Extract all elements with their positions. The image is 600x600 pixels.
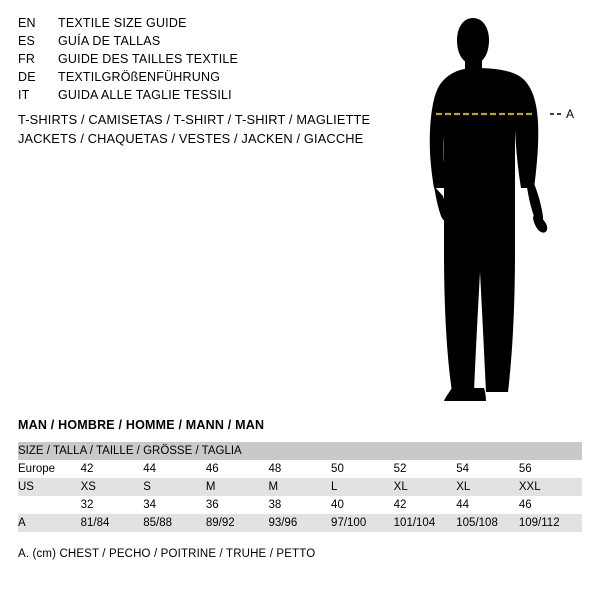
- table-cell: 101/104: [394, 514, 457, 532]
- table-cell: 56: [519, 460, 582, 478]
- language-row: [18, 34, 358, 52]
- table-cell: 44: [456, 496, 519, 514]
- table-cell: 52: [394, 460, 457, 478]
- table-cell: 46: [519, 496, 582, 514]
- language-title: TEXTILE SIZE GUIDE: [58, 16, 187, 30]
- row-label: A: [18, 514, 81, 532]
- table-cell: M: [268, 478, 331, 496]
- language-code: FR: [18, 52, 36, 66]
- language-code: DE: [18, 70, 36, 84]
- row-label: Europe: [18, 460, 81, 478]
- size-table-wrap: [18, 442, 582, 532]
- table-cell: 40: [331, 496, 394, 514]
- table-cell: 46: [206, 460, 269, 478]
- table-cell: 36: [206, 496, 269, 514]
- table-cell: L: [331, 478, 394, 496]
- table-cell: 109/112: [519, 514, 582, 532]
- male-torso-silhouette: [400, 10, 600, 410]
- row-label: US: [18, 478, 81, 496]
- table-cell: 32: [81, 496, 144, 514]
- table-cell: 89/92: [206, 514, 269, 532]
- language-title: GUIDA ALLE TAGLIE TESSILI: [58, 88, 232, 102]
- table-header-cell: SIZE / TALLA / TAILLE / GRÖSSE / TAGLIA: [18, 442, 582, 460]
- table-cell: 34: [143, 496, 206, 514]
- category-list: [18, 110, 438, 148]
- table-cell: XL: [394, 478, 457, 496]
- table-row: [18, 496, 582, 514]
- table-header-row: [18, 442, 582, 460]
- figure-illustration: [400, 10, 600, 410]
- table-row: [18, 514, 582, 532]
- table-cell: M: [206, 478, 269, 496]
- language-code: ES: [18, 34, 36, 48]
- table-cell: 105/108: [456, 514, 519, 532]
- table-cell: 42: [81, 460, 144, 478]
- table-cell: S: [143, 478, 206, 496]
- table-cell: 48: [268, 460, 331, 478]
- table-cell: 42: [394, 496, 457, 514]
- table-cell: 44: [143, 460, 206, 478]
- row-label: [18, 496, 81, 514]
- language-row: [18, 52, 358, 70]
- table-cell: 50: [331, 460, 394, 478]
- language-title: TEXTILGRÖßENFÜHRUNG: [58, 70, 221, 84]
- measure-label-a: A: [566, 107, 575, 121]
- language-row: [18, 70, 358, 88]
- language-title: GUÍA DE TALLAS: [58, 34, 161, 48]
- table-cell: 85/88: [143, 514, 206, 532]
- table-cell: 93/96: [268, 514, 331, 532]
- table-cell: 38: [268, 496, 331, 514]
- language-row: [18, 16, 358, 34]
- language-code: IT: [18, 88, 30, 102]
- table-cell: XXL: [519, 478, 582, 496]
- language-title: GUIDE DES TAILLES TEXTILE: [58, 52, 239, 66]
- language-list: [18, 16, 358, 106]
- table-cell: 54: [456, 460, 519, 478]
- category-jackets: JACKETS / CHAQUETAS / VESTES / JACKEN / GIACCHE: [18, 131, 364, 146]
- section-label-man: MAN / HOMBRE / HOMME / MANN / MAN: [18, 418, 265, 432]
- table-cell: XL: [456, 478, 519, 496]
- size-table: [18, 442, 582, 532]
- table-row: [18, 478, 582, 496]
- language-code: EN: [18, 16, 36, 30]
- category-tshirts: T-SHIRTS / CAMISETAS / T-SHIRT / T-SHIRT / MAGLIETTE: [18, 112, 371, 127]
- language-row: [18, 88, 358, 106]
- footnote-chest: A. (cm) CHEST / PECHO / POITRINE / TRUHE / PETTO: [18, 548, 316, 560]
- table-cell: XS: [81, 478, 144, 496]
- table-row: [18, 460, 582, 478]
- table-cell: 81/84: [81, 514, 144, 532]
- table-cell: 97/100: [331, 514, 394, 532]
